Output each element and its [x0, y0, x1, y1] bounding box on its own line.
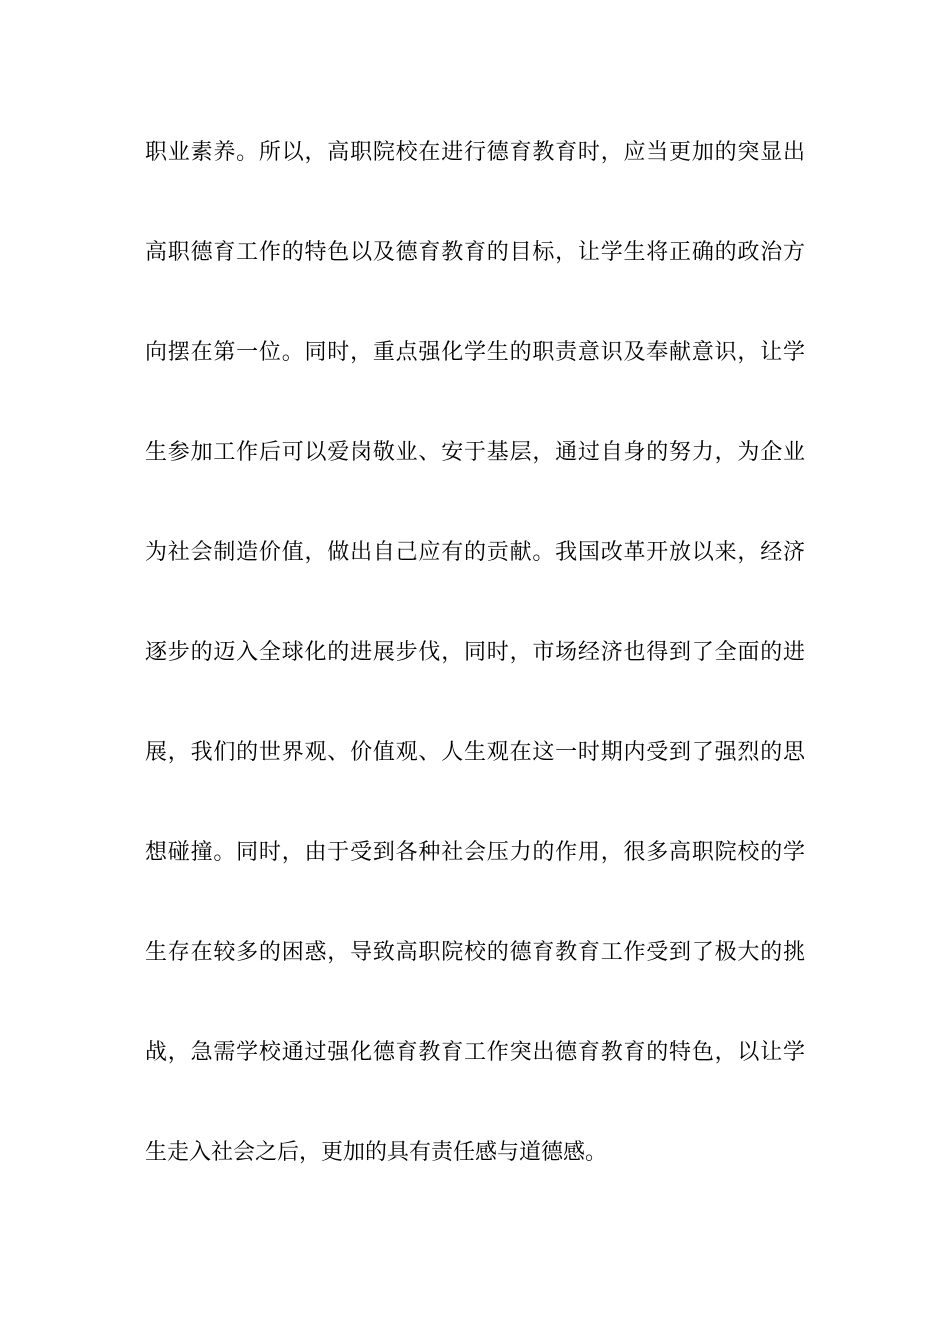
text-line-9: 生存在较多的困惑，导致高职院校的德育教育工作受到了极大的挑 — [145, 940, 805, 965]
text-line-10: 战，急需学校通过强化德育教育工作突出德育教育的特色，以让学 — [145, 1040, 805, 1065]
text-line-2: 高职德育工作的特色以及德育教育的目标，让学生将正确的政治方 — [145, 240, 805, 265]
text-line-11: 生走入社会之后，更加的具有责任感与道德感。 — [145, 1140, 608, 1165]
body-paragraph — [145, 133, 805, 1233]
text-line-1: 职业素养。所以，高职院校在进行德育教育时，应当更加的突显出 — [145, 140, 805, 165]
text-line-5: 为社会制造价值，做出自己应有的贡献。我国改革开放以来，经济 — [145, 540, 805, 565]
text-line-8: 想碰撞。同时，由于受到各种社会压力的作用，很多高职院校的学 — [145, 840, 805, 865]
text-line-4: 生参加工作后可以爱岗敬业、安于基层，通过自身的努力，为企业 — [145, 440, 805, 465]
text-line-3: 向摆在第一位。同时，重点强化学生的职责意识及奉献意识，让学 — [145, 340, 805, 365]
text-line-7: 展，我们的世界观、价值观、人生观在这一时期内受到了强烈的思 — [145, 740, 805, 765]
text-line-6: 逐步的迈入全球化的进展步伐，同时，市场经济也得到了全面的进 — [145, 640, 805, 665]
